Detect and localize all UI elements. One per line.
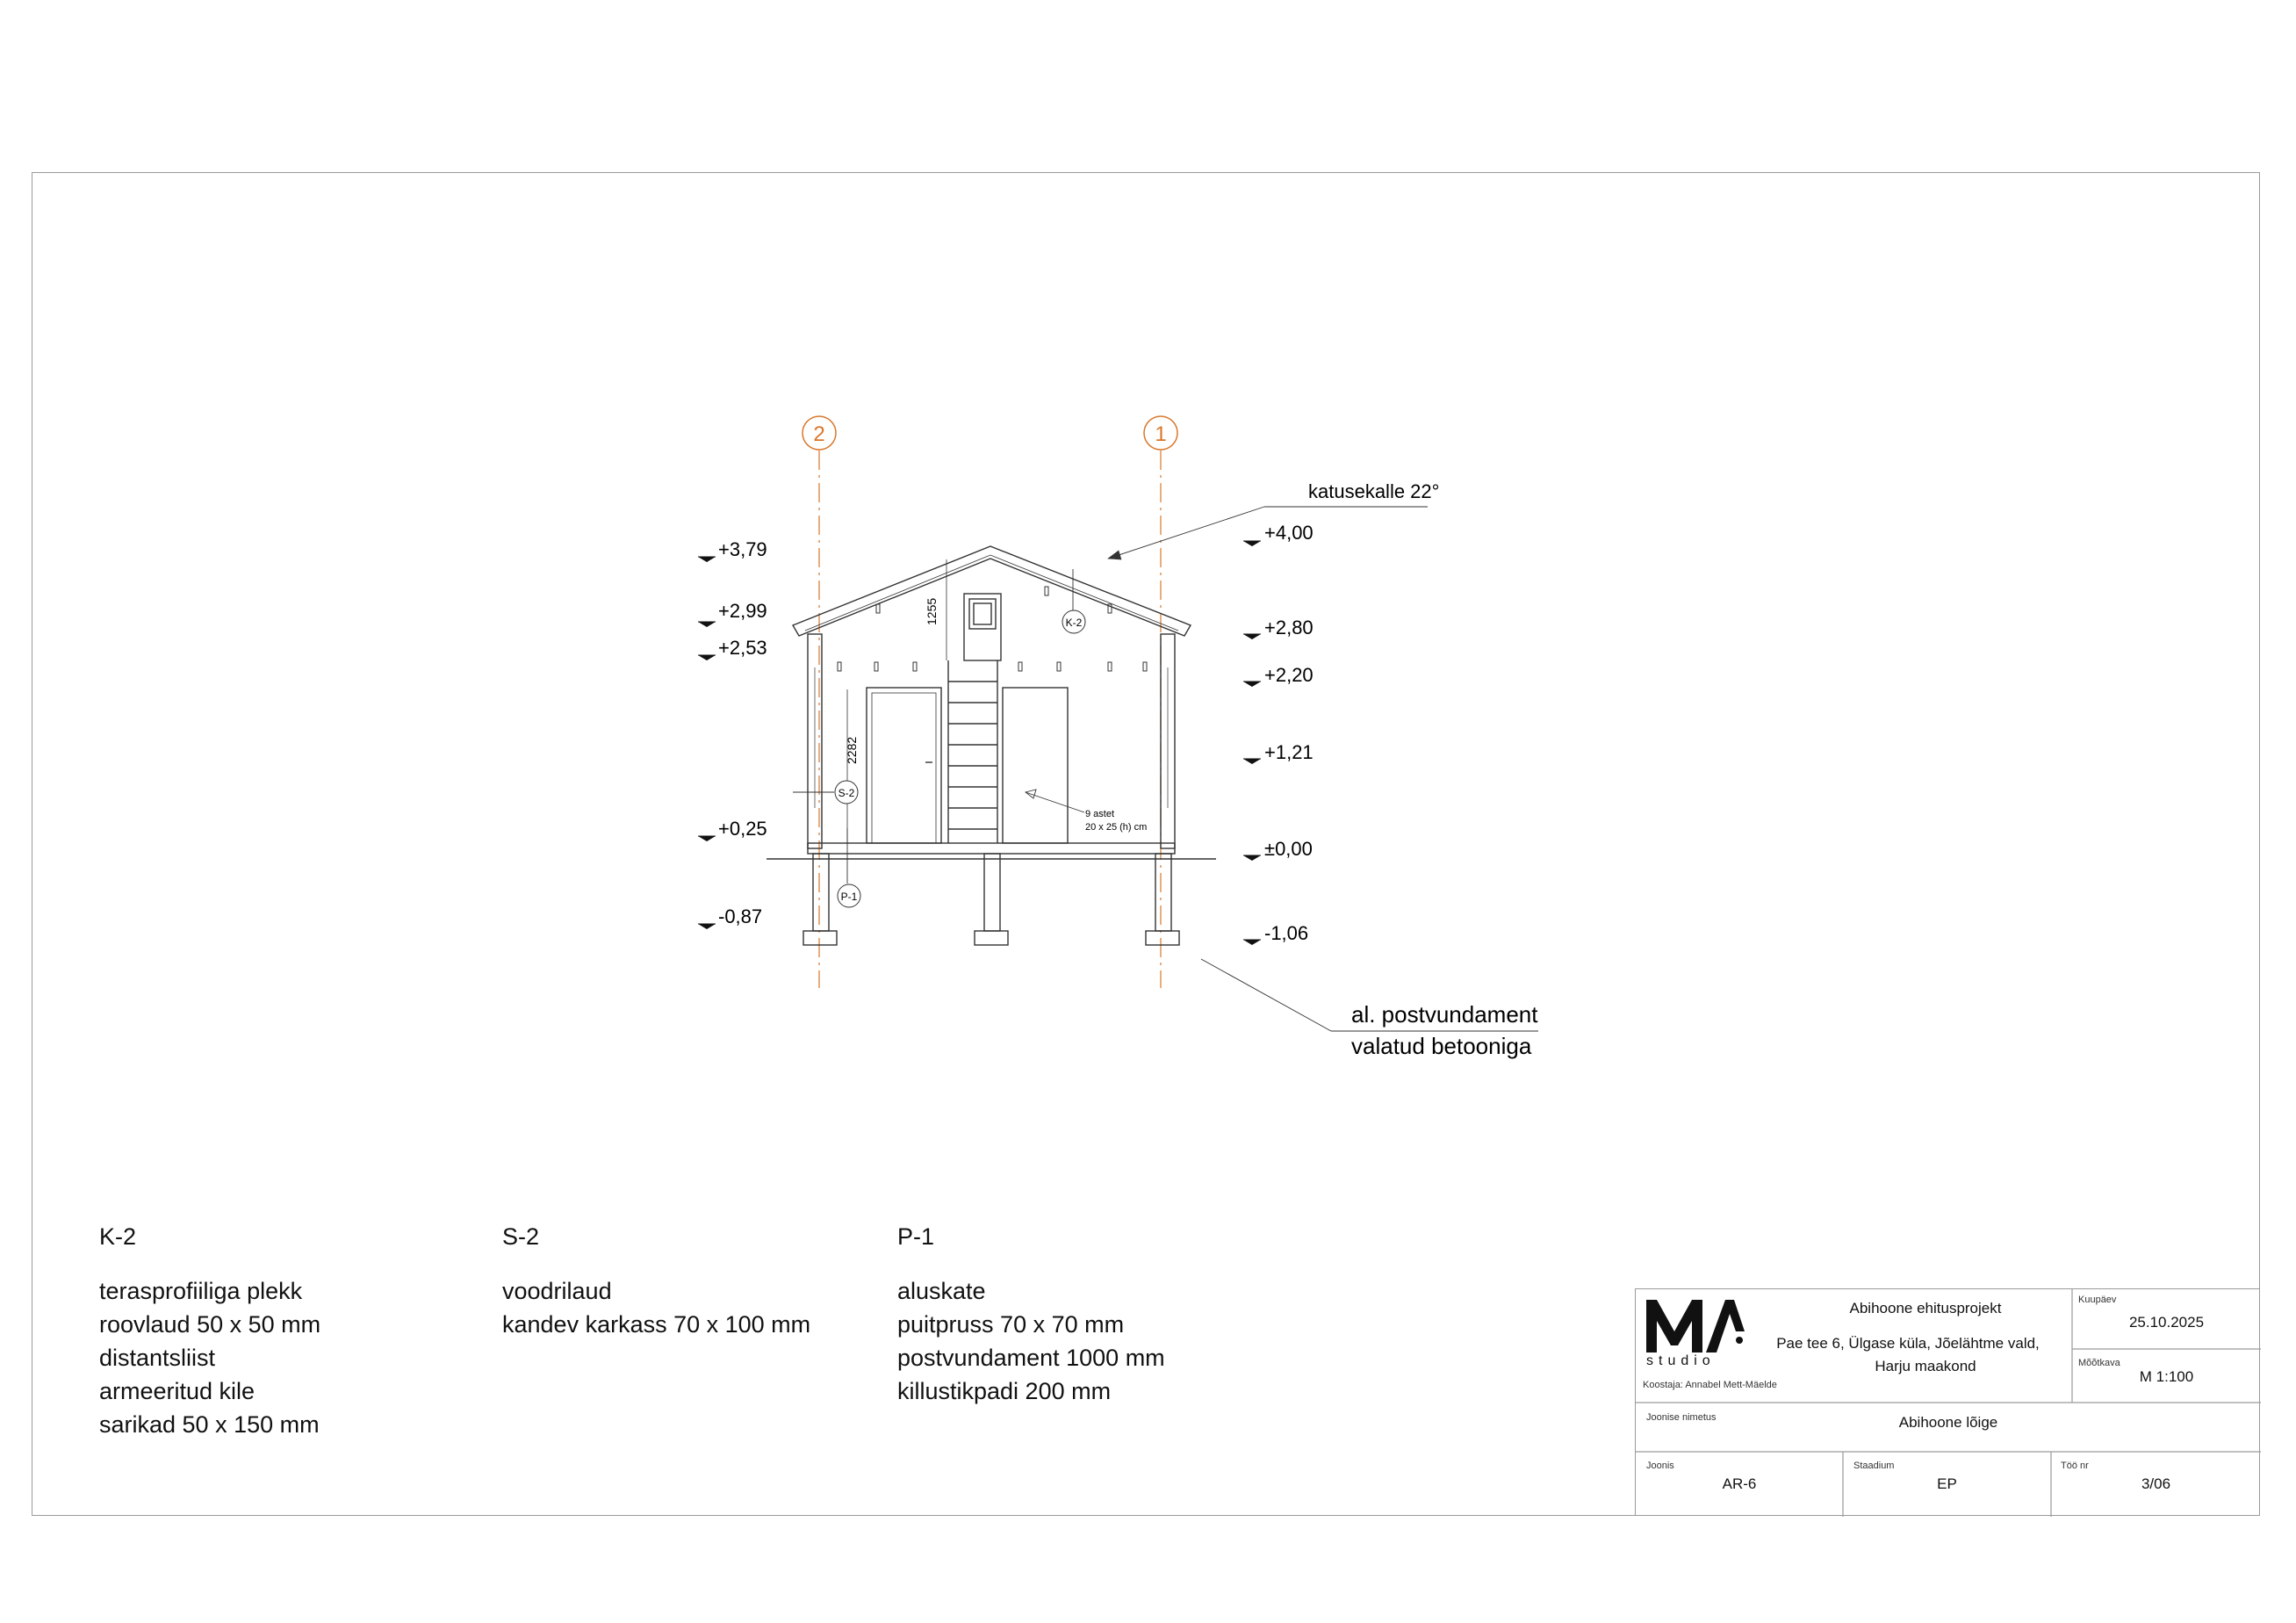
spec-line: distantsliist bbox=[99, 1345, 216, 1371]
address-line1: Pae tee 6, Ülgase küla, Jõelähtme vald, bbox=[1776, 1335, 2040, 1352]
post-left bbox=[813, 854, 829, 931]
level-label: -0,87 bbox=[718, 905, 763, 927]
foundation-note-line1: al. postvundament bbox=[1351, 1001, 1538, 1028]
right-level-markers bbox=[1243, 522, 1314, 945]
spec-code: S-2 bbox=[502, 1223, 540, 1250]
foundation-note-line2: valatud betooniga bbox=[1351, 1033, 1532, 1059]
level-label: +1,21 bbox=[1264, 741, 1314, 763]
work-no-label: Töö nr bbox=[2061, 1461, 2089, 1471]
spec-line: kandev karkass 70 x 100 mm bbox=[502, 1311, 811, 1338]
level-label: +2,80 bbox=[1264, 617, 1314, 638]
svg-text:K-2: K-2 bbox=[1065, 617, 1083, 629]
scale-value: M 1:100 bbox=[2139, 1368, 2194, 1385]
footing-middle bbox=[975, 931, 1008, 945]
level-label: +3,79 bbox=[718, 538, 767, 560]
spec-line: terasprofiiliga plekk bbox=[99, 1278, 303, 1304]
ladder bbox=[948, 660, 997, 843]
spec-s2 bbox=[502, 1220, 810, 1341]
spec-line: puitpruss 70 x 70 mm bbox=[897, 1311, 1125, 1338]
spec-line: armeeritud kile bbox=[99, 1378, 256, 1404]
svg-text:S-2: S-2 bbox=[838, 787, 855, 799]
post-middle bbox=[984, 854, 1000, 931]
level-label: +2,99 bbox=[718, 600, 767, 622]
project-title: Abihoone ehitusprojekt bbox=[1849, 1300, 2002, 1316]
dimension-upper: 1255 bbox=[925, 597, 939, 625]
level-label: +4,00 bbox=[1264, 522, 1314, 544]
spec-code: P-1 bbox=[897, 1223, 935, 1250]
date-value: 25.10.2025 bbox=[2128, 1314, 2205, 1331]
svg-text:P-1: P-1 bbox=[840, 891, 858, 903]
spec-line: killustikpadi 200 mm bbox=[897, 1378, 1112, 1404]
level-label: +2,20 bbox=[1264, 664, 1314, 686]
spec-line: aluskate bbox=[897, 1278, 986, 1304]
spec-line: roovlaud 50 x 50 mm bbox=[99, 1311, 321, 1338]
stair-note-line2: 20 x 25 (h) cm bbox=[1085, 822, 1148, 833]
author: Koostaja: Annabel Mett-Mäelde bbox=[1643, 1380, 1777, 1390]
studio-logo bbox=[1641, 1296, 1781, 1367]
title-block bbox=[1635, 1288, 2260, 1516]
spec-line: postvundament 1000 mm bbox=[897, 1345, 1165, 1371]
spec-p1 bbox=[897, 1220, 1165, 1408]
drawing-no-label: Joonis bbox=[1646, 1461, 1674, 1471]
scale-label: Mõõtkava bbox=[2078, 1358, 2120, 1368]
drawing-name: Abihoone lõige bbox=[1898, 1414, 1998, 1431]
stage: EP bbox=[1937, 1475, 1957, 1492]
grid-axis-label: 2 bbox=[813, 422, 825, 446]
dimension-lower: 2282 bbox=[845, 736, 859, 764]
logo-text: studio bbox=[1646, 1353, 1716, 1367]
level-label: ±0,00 bbox=[1264, 838, 1313, 860]
footing-right bbox=[1146, 931, 1179, 945]
post-right bbox=[1155, 854, 1171, 931]
spec-line: voodrilaud bbox=[502, 1278, 612, 1304]
address-line2: Harju maakond bbox=[1875, 1358, 1976, 1374]
tag-p1 bbox=[838, 884, 860, 907]
tag-k2 bbox=[1062, 610, 1085, 633]
tag-s2 bbox=[835, 781, 858, 804]
left-level-markers bbox=[698, 538, 767, 929]
door bbox=[867, 688, 941, 843]
grid-axis-label: 1 bbox=[1155, 422, 1167, 446]
floor-slab bbox=[808, 843, 1175, 854]
level-label: +2,53 bbox=[718, 637, 767, 659]
spec-k2 bbox=[99, 1220, 320, 1441]
date-label: Kuupäev bbox=[2078, 1295, 2117, 1305]
spec-code: K-2 bbox=[99, 1223, 137, 1250]
work-no: 3/06 bbox=[2141, 1475, 2171, 1492]
roof-slope-note: katusekalle 22° bbox=[1308, 480, 1440, 502]
drawing-name-label: Joonise nimetus bbox=[1646, 1412, 1717, 1423]
footing-left bbox=[803, 931, 837, 945]
stage-label: Staadium bbox=[1853, 1461, 1895, 1471]
level-label: +0,25 bbox=[718, 818, 767, 840]
spec-line: sarikad 50 x 150 mm bbox=[99, 1411, 320, 1438]
drawing-no: AR-6 bbox=[1722, 1475, 1757, 1492]
level-label: -1,06 bbox=[1264, 922, 1309, 944]
wall-opening bbox=[1003, 688, 1068, 843]
stair-note-line1: 9 astet bbox=[1085, 809, 1115, 819]
